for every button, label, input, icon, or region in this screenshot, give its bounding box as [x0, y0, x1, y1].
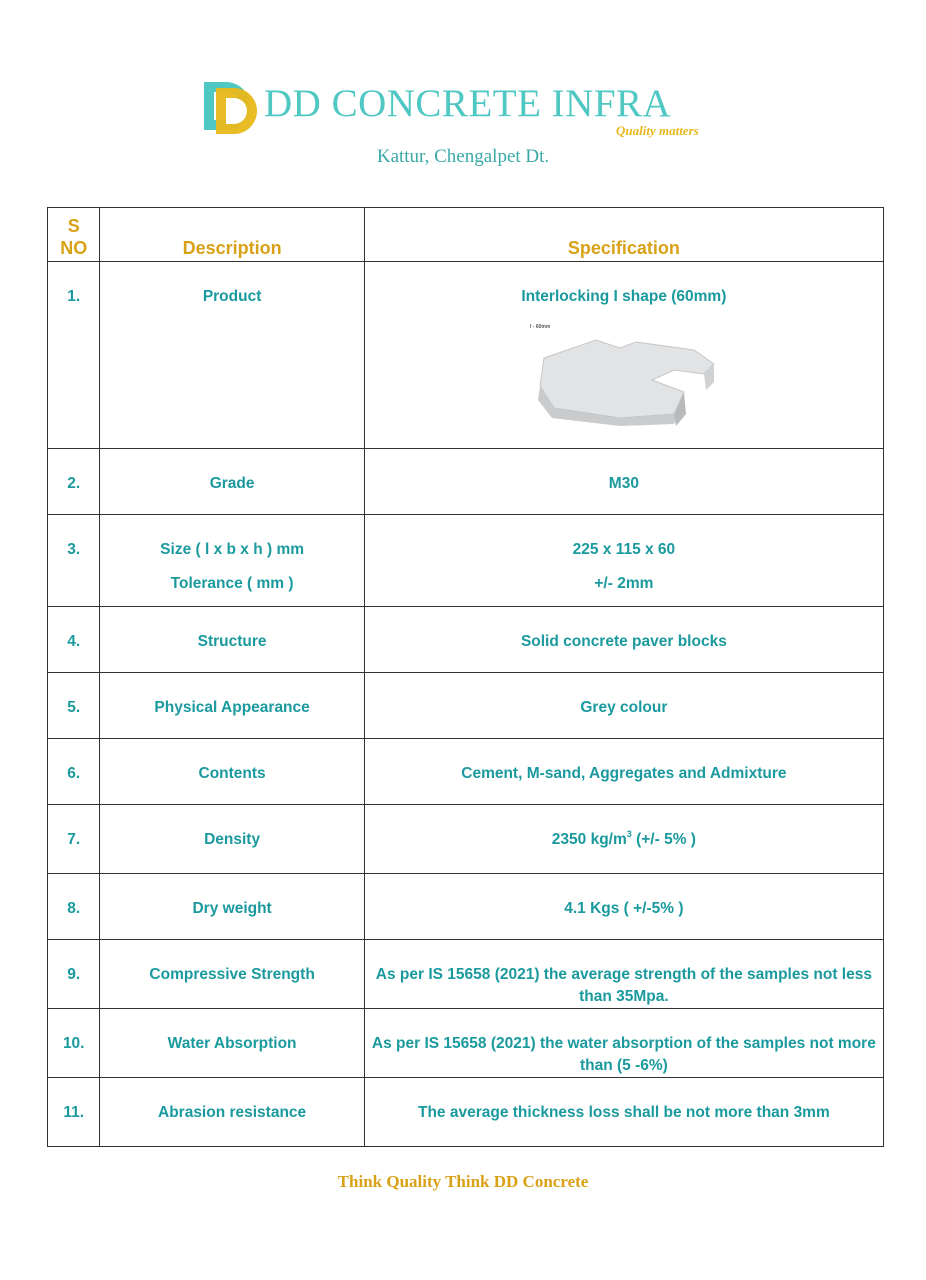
row-sno: 11. [63, 1104, 85, 1121]
row-sno: 2. [67, 475, 81, 492]
row-description: Physical Appearance [154, 699, 310, 716]
table-row [48, 515, 884, 607]
row-sno: 7. [67, 831, 81, 848]
row-specification: Cement, M-sand, Aggregates and Admixture [461, 765, 787, 782]
table-row [48, 739, 884, 805]
row-description: Water Absorption [167, 1035, 297, 1052]
density-tolerance: (+/- 5% ) [631, 831, 696, 848]
table-row [48, 449, 884, 515]
row-description: Size ( l x b x h ) mm [160, 541, 305, 558]
row-specification: As per IS 15658 (2021) the average strength of the samples not less than 35Mpa. [375, 966, 872, 1005]
density-superscript: 3 [626, 829, 632, 839]
footer-slogan: Think Quality Think DD Concrete [337, 1172, 589, 1191]
company-location: Kattur, Chengalpet Dt. [376, 146, 550, 167]
table-row [48, 262, 884, 449]
table-row [48, 805, 884, 874]
row-specification: Grey colour [580, 699, 668, 716]
company-tagline: Quality matters [616, 123, 699, 138]
header-specification: Specification [364, 208, 883, 262]
density-value: 2350 kg/m [551, 831, 627, 848]
row-specification [371, 805, 877, 851]
row-sno: 9. [67, 966, 81, 983]
row-specification: M30 [608, 475, 639, 492]
product-image-label: I - 60mm [529, 324, 551, 330]
table-row [48, 1009, 884, 1078]
row-specification: Solid concrete paver blocks [520, 633, 727, 650]
row-description: Structure [197, 633, 267, 650]
row-sno: 10. [62, 1035, 85, 1052]
row-description: Contents [198, 765, 266, 782]
row-specification: The average thickness loss shall be not more than 3mm [418, 1104, 830, 1121]
row-specification-tolerance: +/- 2mm [594, 575, 654, 592]
company-name: DD CONCRETE INFRA [264, 82, 672, 125]
row-specification: 4.1 Kgs ( +/-5% ) [564, 900, 684, 917]
row-description: Compressive Strength [149, 966, 315, 983]
row-sno: 6. [67, 765, 81, 782]
row-description-tolerance: Tolerance ( mm ) [170, 575, 294, 592]
table-header-row [48, 208, 884, 262]
header-description: Description [100, 208, 364, 262]
row-specification: As per IS 15658 (2021) the water absorption of the samples not more than (5 -6%) [371, 1035, 876, 1074]
row-description: Product [202, 288, 262, 305]
row-sno: 8. [67, 900, 81, 917]
table-row [48, 673, 884, 739]
row-description: Grade [209, 475, 255, 492]
table-row [48, 940, 884, 1009]
table-row [48, 874, 884, 940]
i-shape-paver-block-icon [524, 318, 724, 428]
row-specification: 225 x 115 x 60 [572, 541, 676, 558]
row-description: Density [204, 831, 261, 848]
row-specification: Interlocking I shape (60mm) [521, 288, 727, 305]
row-description: Dry weight [192, 900, 272, 917]
letterhead [0, 0, 926, 200]
table-row [48, 607, 884, 673]
row-sno: 4. [67, 633, 81, 650]
header-sno: S NO [48, 208, 100, 262]
table-row [48, 1078, 884, 1147]
row-sno: 5. [67, 699, 81, 716]
row-sno: 3. [67, 541, 81, 558]
specification-table [47, 207, 884, 1147]
row-sno: 1. [67, 288, 81, 305]
dd-letters-logo-icon [200, 78, 258, 136]
row-description: Abrasion resistance [158, 1104, 307, 1121]
